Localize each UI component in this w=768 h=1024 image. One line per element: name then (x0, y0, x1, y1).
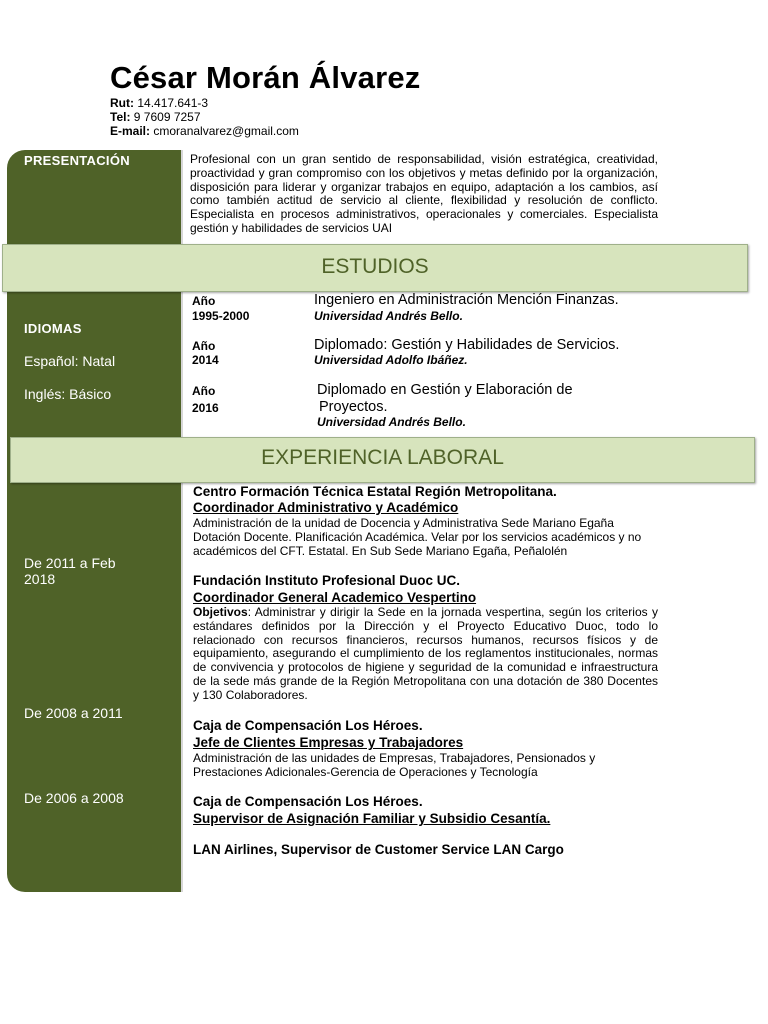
presentacion-heading: PRESENTACIÓN (24, 153, 130, 168)
email-label: E-mail: (110, 124, 151, 138)
tel-value: 9 7609 7257 (133, 110, 201, 124)
job-2-desc-label: Objetivos (193, 605, 248, 619)
tel-label: Tel: (110, 110, 131, 124)
job-3-desc: Administración de las unidades de Empresas, Trabajadores, Pensionados y Prestaciones Adicionales-Gerencia de Operaciones y Tecnología (193, 751, 596, 779)
edu-1-institution: Universidad Andrés Bello. (314, 309, 463, 323)
idioma-ingles: Inglés: Básico (24, 386, 112, 402)
edu-1-years: 1995-2000 (192, 309, 250, 323)
job-4-org: Caja de Compensación Los Héroes. (193, 794, 423, 809)
rut-value: 14.417.641-3 (137, 96, 209, 110)
edu-3-years: 2016 (192, 401, 219, 415)
job-3-org: Caja de Compensación Los Héroes. (193, 718, 423, 733)
rut-label: Rut: (110, 96, 134, 110)
edu-2-years: 2014 (192, 353, 219, 367)
edu-3-institution: Universidad Andrés Bello. (317, 415, 466, 429)
idioma-espanol: Español: Natal (24, 353, 116, 369)
email-value[interactable]: cmoranalvarez@gmail.com (153, 124, 299, 138)
job-4-role: Supervisor de Asignación Familiar y Subsidio Cesantía. (193, 811, 551, 826)
job-2-desc (193, 606, 658, 703)
period-2008-2011: De 2008 a 2011 (24, 705, 123, 721)
edu-3-label: Año (192, 384, 216, 398)
period-2011-2018-line1: De 2011 a Feb (24, 555, 116, 571)
idiomas-heading: IDIOMAS (24, 321, 82, 336)
edu-1-title: Ingeniero en Administración Mención Finanzas. (314, 292, 619, 308)
job-5-org: LAN Airlines, Supervisor de Customer Service LAN Cargo (193, 842, 564, 857)
presentacion-text: Profesional con un gran sentido de responsabilidad, visión estratégica, creatividad, proactividad y gran compromiso con los objetivos y metas definido por la organización, disposición para liderar y organizar trabajos en equipo, adaptación a los cambios, así como también actitud de servicio al cliente, flexibilidad y resolución de conflicto. Especialista en procesos administrativos, operacionales y comerciales. Especialista gestión y habilidades de servicios UAI (190, 152, 658, 235)
edu-3-title-line1: Diplomado en Gestión y Elaboración de (317, 382, 573, 398)
edu-3-title-line2: Proyectos. (319, 399, 388, 415)
edu-1-label: Año (192, 294, 216, 308)
job-1-role: Coordinador Administrativo y Académico (193, 500, 459, 515)
candidate-name: César Morán Álvarez (110, 60, 421, 95)
edu-2-institution: Universidad Adolfo Ibáñez. (314, 353, 468, 367)
experiencia-banner (10, 437, 755, 483)
experiencia-heading: EXPERIENCIA LABORAL (261, 446, 504, 469)
job-3-role: Jefe de Clientes Empresas y Trabajadores (193, 735, 464, 750)
tel-line (110, 110, 201, 124)
job-2-org: Fundación Instituto Profesional Duoc UC. (193, 573, 461, 588)
period-2011-2018-line2: 2018 (24, 571, 56, 587)
email-line (110, 124, 299, 138)
job-2-desc-text: : Administrar y dirigir la Sede en la jornada vespertina, según los criterios y estándares definidos por la Dirección y el Proyecto Educativo Duoc, todo lo relacionado con recursos financieros, recursos humanos, recursos físicos y de equipamiento, asegurando el cumplimiento de los reglamentos institucionales, normas de convivencia y protocolos de higiene y seguridad de la comunidad e infraestructura de la sede más grande de la Región Metropolitana con una dotación de 380 Docentes y 130 Colaboradores. (193, 605, 658, 702)
job-2-role: Coordinador General Academico Vespertino (193, 590, 477, 605)
estudios-banner (2, 244, 748, 292)
edu-2-label: Año (192, 339, 216, 353)
edu-2-title: Diplomado: Gestión y Habilidades de Servicios. (314, 337, 620, 353)
job-1-desc: Administración de la unidad de Docencia y Administrativa Sede Mariano Egaña Dotación Docente. Planificación Académica. Velar por los servicios académicos y no académicos del CFT. Estatal. En Sub Sede Mariano Egaña, Peñalolén (193, 516, 642, 558)
period-2006-2008: De 2006 a 2008 (24, 790, 124, 806)
estudios-heading: ESTUDIOS (321, 255, 429, 278)
rut-line (110, 96, 208, 110)
job-1-org: Centro Formación Técnica Estatal Región Metropolitana. (193, 484, 557, 499)
